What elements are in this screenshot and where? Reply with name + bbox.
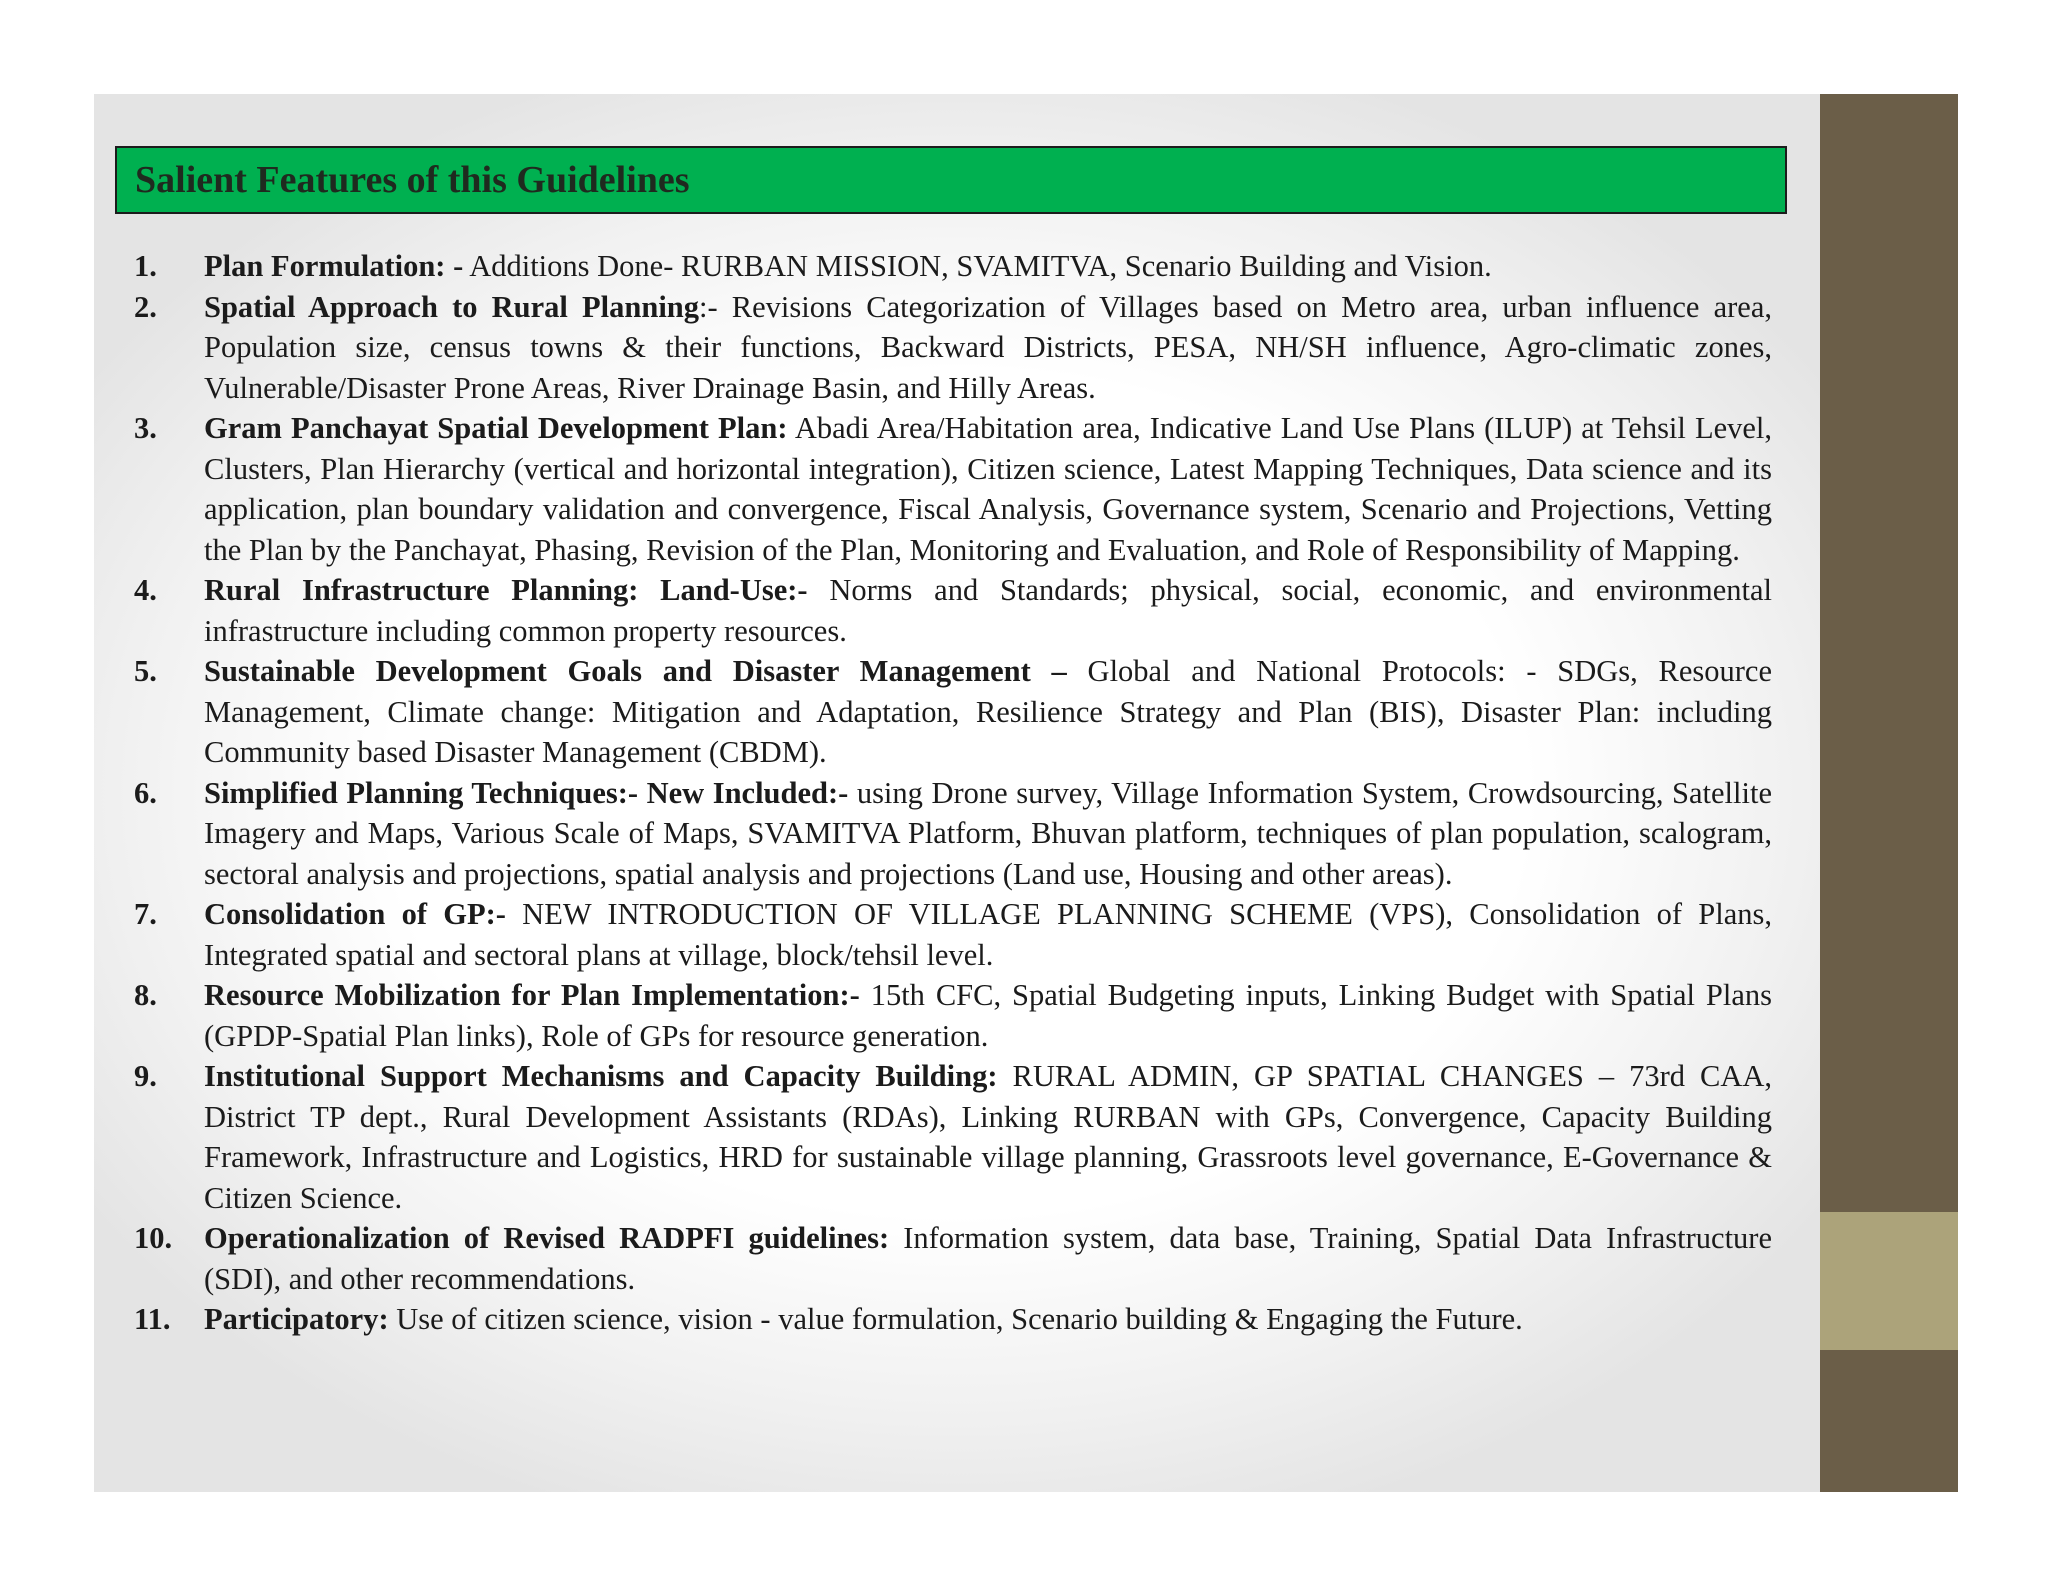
item-number: 6. xyxy=(134,775,157,810)
item-number: 9. xyxy=(134,1059,157,1093)
item-body: RURAL ADMIN, GP SPATIAL CHANGES – 73rd CAA, District TP dept., Rural Development Assistants (RDAs), Linking RURBAN with GPs, Convergence, Capacity Building Framework, Infrastructure and Logistics, HRD for sustainable village planning, Grassroots level governance, E-Governance & Citizen Science. xyxy=(204,1059,1772,1215)
item-number: 2. xyxy=(134,289,157,324)
title-banner xyxy=(115,146,1787,214)
item-body: Additions Done- RURBAN MISSION, SVAMITVA, Scenario Building and Vision. xyxy=(463,249,1492,283)
item-number: 7. xyxy=(134,897,157,931)
list-item xyxy=(134,975,1772,1056)
item-body: 15th CFC, Spatial Budgeting inputs, Linking Budget with Spatial Plans (GPDP-Spatial Plan links), Role of GPs for resource generation. xyxy=(204,978,1772,1053)
item-heading: Simplified Planning Techniques:- New Included:- xyxy=(204,775,849,810)
item-number: 8. xyxy=(134,978,157,1012)
list-item xyxy=(134,1056,1772,1218)
feature-list xyxy=(134,246,1772,1340)
item-body: Information system, data base, Training, Spatial Data Infrastructure (SDI), and other recommendations. xyxy=(204,1221,1772,1296)
item-number: 4. xyxy=(134,573,157,607)
item-heading: Operationalization of Revised RADPFI guidelines: xyxy=(204,1221,890,1255)
item-heading: Resource Mobilization for Plan Implementation:- xyxy=(204,978,860,1012)
item-number: 5. xyxy=(134,654,157,688)
list-item xyxy=(134,1299,1772,1340)
list-item xyxy=(134,246,1772,287)
item-heading: Participatory: xyxy=(204,1302,389,1336)
list-item xyxy=(134,570,1772,651)
item-heading: Institutional Support Mechanisms and Capacity Building: xyxy=(204,1059,998,1093)
list-item xyxy=(134,1218,1772,1299)
item-body: using Drone survey, Village Information System, Crowdsourcing, Satellite Imagery and Maps, Various Scale of Maps, SVAMITVA Platform, Bhuvan platform, techniques of plan population, scalogram, sectoral analysis and projections, spatial analysis and projections (Land use, Housing and other areas). xyxy=(204,775,1772,891)
item-heading: Spatial Approach to Rural Planning xyxy=(204,289,700,324)
item-body: Norms and Standards; physical, social, economic, and environmental infrastructure including common property resources. xyxy=(204,573,1772,648)
item-heading: Plan Formulation: - xyxy=(204,249,464,283)
side-decor-accent xyxy=(1820,1212,1958,1350)
item-body: Global and National Protocols: - SDGs, Resource Management, Climate change: Mitigation and Adaptation, Resilience Strategy and Plan (BIS), Disaster Plan: including Community based Disaster Management (CBDM). xyxy=(204,654,1772,769)
item-number: 10. xyxy=(134,1221,173,1255)
item-body: NEW INTRODUCTION OF VILLAGE PLANNING SCHEME (VPS), Consolidation of Plans, Integrated spatial and sectoral plans at village, block/tehsil level. xyxy=(204,897,1773,972)
slide-title: Salient Features of this Guidelines xyxy=(135,159,690,201)
item-body: Use of citizen science, vision - value formulation, Scenario building & Engaging the Future. xyxy=(388,1302,1523,1336)
item-number: 3. xyxy=(134,411,157,445)
list-item xyxy=(134,287,1772,409)
item-number: 1. xyxy=(134,249,157,283)
list-item xyxy=(134,651,1772,773)
list-item xyxy=(134,894,1772,975)
list-item xyxy=(134,773,1772,895)
item-heading: Consolidation of GP:- xyxy=(204,897,506,931)
list-item xyxy=(134,408,1772,570)
item-body: :- Revisions Categorization of Villages based on Metro area, urban influence area, Population size, census towns & their functions, Backward Districts, PESA, NH/SH influence, Agro-climatic zones, Vulnerable/Disaster Prone Areas, River Drainage Basin, and Hilly Areas. xyxy=(204,289,1772,405)
item-number: 11. xyxy=(134,1302,171,1336)
item-heading: Gram Panchayat Spatial Development Plan: xyxy=(204,411,788,445)
item-heading: Sustainable Development Goals and Disaster Management – xyxy=(204,654,1067,688)
item-body: Abadi Area/Habitation area, Indicative Land Use Plans (ILUP) at Tehsil Level, Clusters, Plan Hierarchy (vertical and horizontal integration), Citizen science, Latest Mapping Techniques, Data science and its application, plan boundary validation and convergence, Fiscal Analysis, Governance system, Scenario and Projections, Vetting the Plan by the Panchayat, Phasing, Revision of the Plan, Monitoring and Evaluation, and Role of Responsibility of Mapping. xyxy=(204,411,1772,567)
item-heading: Rural Infrastructure Planning: Land-Use:- xyxy=(204,573,808,607)
